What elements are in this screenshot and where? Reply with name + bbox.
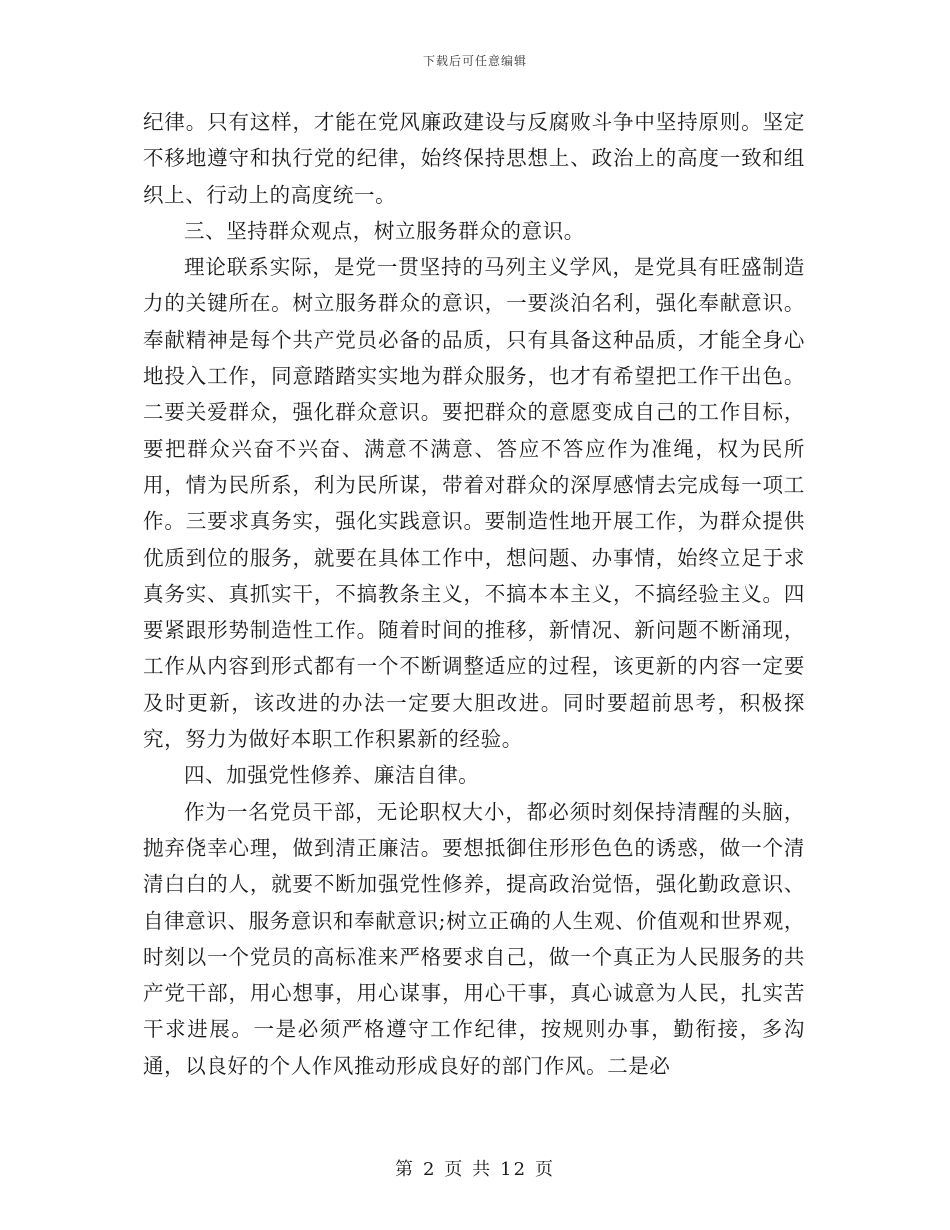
paragraph-discipline-continued: 纪律。只有这样，才能在党风廉政建设与反腐败斗争中坚持原则。坚定不移地遵守和执行党的纪律，始终保持思想上、政治上的高度一致和组织上、行动上的高度统一。 xyxy=(143,110,805,207)
page-footer xyxy=(0,1155,950,1181)
section-heading-three: 三、坚持群众观点，树立服务群众的意识。 xyxy=(184,218,585,243)
footer-suffix: 页 xyxy=(535,1159,556,1180)
footer-prefix: 第 xyxy=(394,1159,415,1180)
footer-total-pages: 12 xyxy=(500,1159,528,1180)
footer-middle: 页 共 xyxy=(444,1159,493,1180)
document-body xyxy=(143,104,805,1084)
page-header: 下载后可任意编辑 xyxy=(422,54,527,68)
paragraph-serve-masses: 理论联系实际，是党一贯坚持的马列主义学风，是党具有旺盛制造力的关键所在。树立服务群众的意识，一要淡泊名利，强化奉献意识。奉献精神是每个共产党员必备的品质，只有具备这种品质，才能全身心地投入工作，同意踏踏实实地为群众服务，也才有希望把工作干出色。二要关爱群众，强化群众意识。要把群众的意愿变成自己的工作目标，要把群众兴奋不兴奋、满意不满意、答应不答应作为准绳，权为民所用，情为民所系，利为民所谋，带着对群众的深厚感情去完成每一项工作。三要求真务实，强化实践意识。要制造性地开展工作，为群众提供优质到位的服务，就要在具体工作中，想问题、办事情，始终立足于求真务实、真抓实干，不搞教条主义，不搞本本主义，不搞经验主义。四要紧跟形势制造性工作。随着时间的推移，新情况、新问题不断涌现，工作从内容到形式都有一个不断调整适应的过程，该更新的内容一定要及时更新，该改进的办法一定要大胆改进。同时要超前思考，积极探究，努力为做好本职工作积累新的经验。 xyxy=(143,255,805,752)
paragraph-self-discipline: 作为一名党员干部，无论职权大小，都必须时刻保持清醒的头脑，抛弃侥幸心理，做到清正廉洁。要想抵御住形形色色的诱惑，做一个清清白白的人，就要不断加强党性修养，提高政治觉悟，强化勤政意识、自律意识、服务意识和奉献意识;树立正确的人生观、价值观和世界观，时刻以一个党员的高标准来严格要求自己，做一个真正为人民服务的共产党干部，用心想事，用心谋事，用心干事，真心诚意为人民，扎实苦干求进展。一是必须严格遵守工作纪律，按规则办事，勤衔接，多沟通，以良好的个人作风推动形成良好的部门作风。二是必 xyxy=(143,799,805,1078)
footer-current-page: 2 xyxy=(422,1159,437,1180)
section-heading-four: 四、加强党性修养、廉洁自律。 xyxy=(184,763,480,788)
